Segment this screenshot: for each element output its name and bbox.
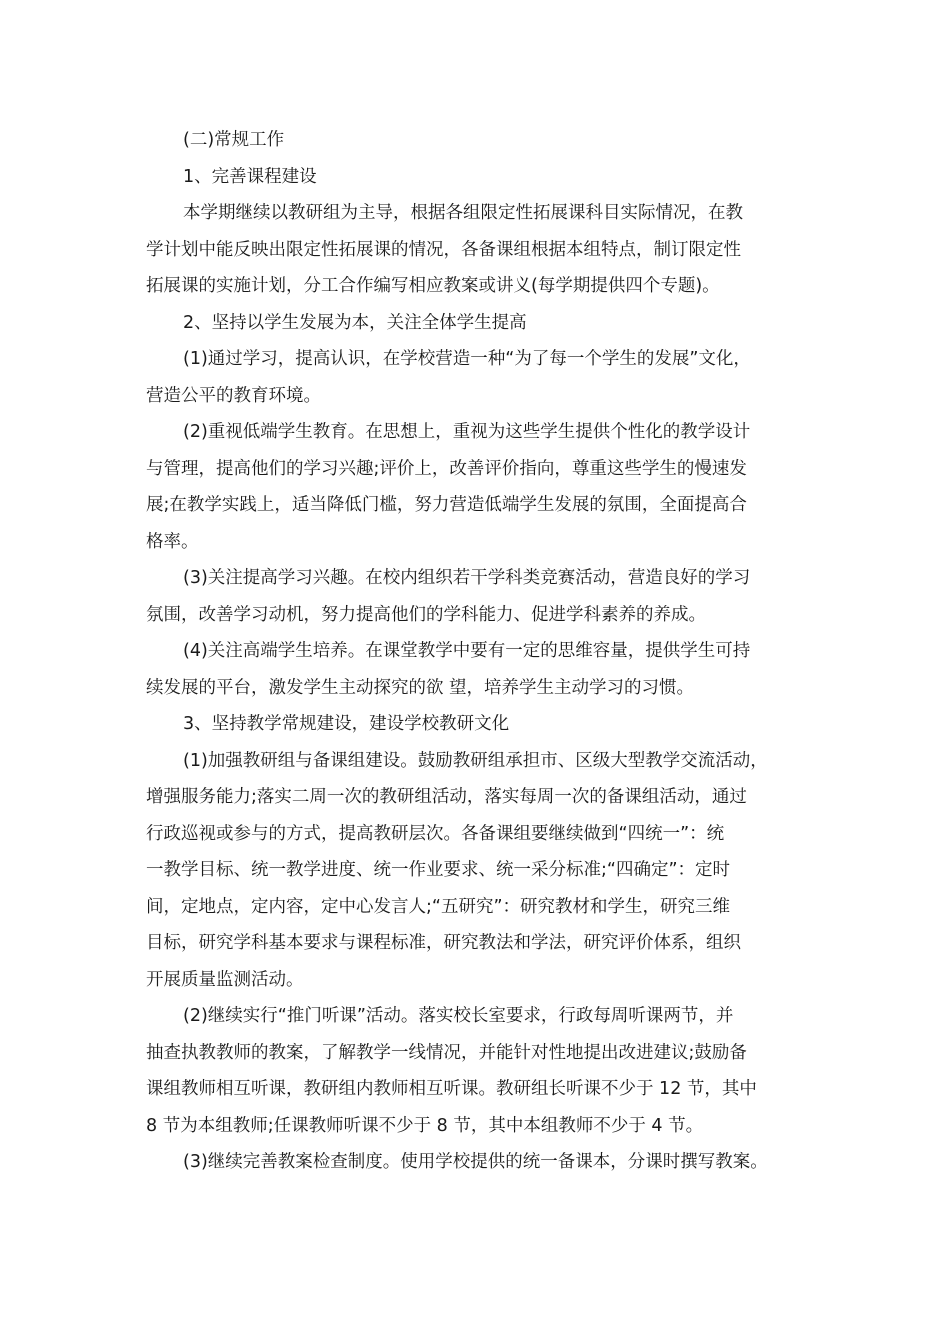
paragraph-line-first: (1)通过学习，提高认识，在学校营造一种“为了每一个学生的发展”文化，: [183, 349, 751, 369]
paragraph-line: 学计划中能反映出限定性拓展课的情况，各备课组根据本组特点，制订限定性: [146, 239, 741, 260]
paragraph-line-first: 2、坚持以学生发展为本，关注全体学生提高: [183, 312, 527, 333]
paragraph-line: 增强服务能力;落实二周一次的教研组活动，落实每周一次的备课组活动，通过: [146, 787, 747, 807]
paragraph-line: 开展质量监测活动。: [146, 969, 304, 990]
paragraph-line: 展;在教学实践上，适当降低门槛，努力营造低端学生发展的氛围，全面提高合: [146, 495, 747, 515]
document-body: [146, 122, 822, 1181]
paragraph-line: 课组教师相互听课，教研组内教师相互听课。教研组长听课不少于 12 节，其中: [146, 1079, 757, 1099]
paragraph-line: 间，定地点，定内容，定中心发言人;“五研究”：研究教材和学生，研究三维: [146, 896, 731, 917]
paragraph-line: 行政巡视或参与的方式，提高教研层次。各备课组要继续做到“四统一”：统: [146, 823, 725, 844]
paragraph-line: 一教学目标、统一教学进度、统一作业要求、统一采分标准;“四确定”：定时: [146, 860, 731, 880]
paragraph-line-first: (二)常规工作: [183, 130, 285, 150]
paragraph-line-first: (1)加强教研组与备课组建设。鼓励教研组承担市、区级大型教学交流活动，: [183, 750, 768, 771]
paragraph-line: 氛围，改善学习动机，努力提高他们的学科能力、促进学科素养的养成。: [146, 604, 706, 625]
paragraph-line-first: 3、坚持教学常规建设，建设学校教研文化: [183, 714, 510, 734]
paragraph-line-first: 本学期继续以教研组为主导，根据各组限定性拓展课科目实际情况，在教: [183, 203, 743, 223]
paragraph-line-first: 1、完善课程建设: [183, 166, 317, 187]
paragraph-line: 续发展的平台，激发学生主动探究的欲 望，培养学生主动学习的习惯。: [146, 677, 695, 698]
paragraph-line: 营造公平的教育环境。: [146, 385, 321, 406]
paragraph-line-first: (2)继续实行“推门听课”活动。落实校长室要求，行政每周听课两节，并: [183, 1006, 734, 1026]
paragraph-line: 格率。: [146, 531, 199, 552]
paragraph-line-first: (3)继续完善教案检查制度。使用学校提供的统一备课本，分课时撰写教案。: [183, 1152, 768, 1172]
paragraph-line: 拓展课的实施计划，分工合作编写相应教案或讲义(每学期提供四个专题)。: [146, 276, 720, 296]
paragraph-line-first: (3)关注提高学习兴趣。在校内组织若干学科类竞赛活动，营造良好的学习: [183, 568, 751, 588]
paragraph-line: 8 节为本组教师;任课教师听课不少于 8 节，其中本组教师不少于 4 节。: [146, 1115, 704, 1136]
paragraph-line-first: (4)关注高端学生培养。在课堂教学中要有一定的思维容量，提供学生可持: [183, 641, 751, 661]
paragraph-line: 与管理，提高他们的学习兴趣;评价上，改善评价指向，尊重这些学生的慢速发: [146, 458, 747, 479]
paragraph-line-first: (2)重视低端学生教育。在思想上，重视为这些学生提供个性化的教学设计: [183, 422, 751, 442]
paragraph-line: 目标，研究学科基本要求与课程标准，研究教法和学法，研究评价体系，组织: [146, 933, 741, 953]
paragraph-line: 抽查执教教师的教案，了解教学一线情况，并能针对性地提出改进建议;鼓励备: [146, 1042, 747, 1063]
